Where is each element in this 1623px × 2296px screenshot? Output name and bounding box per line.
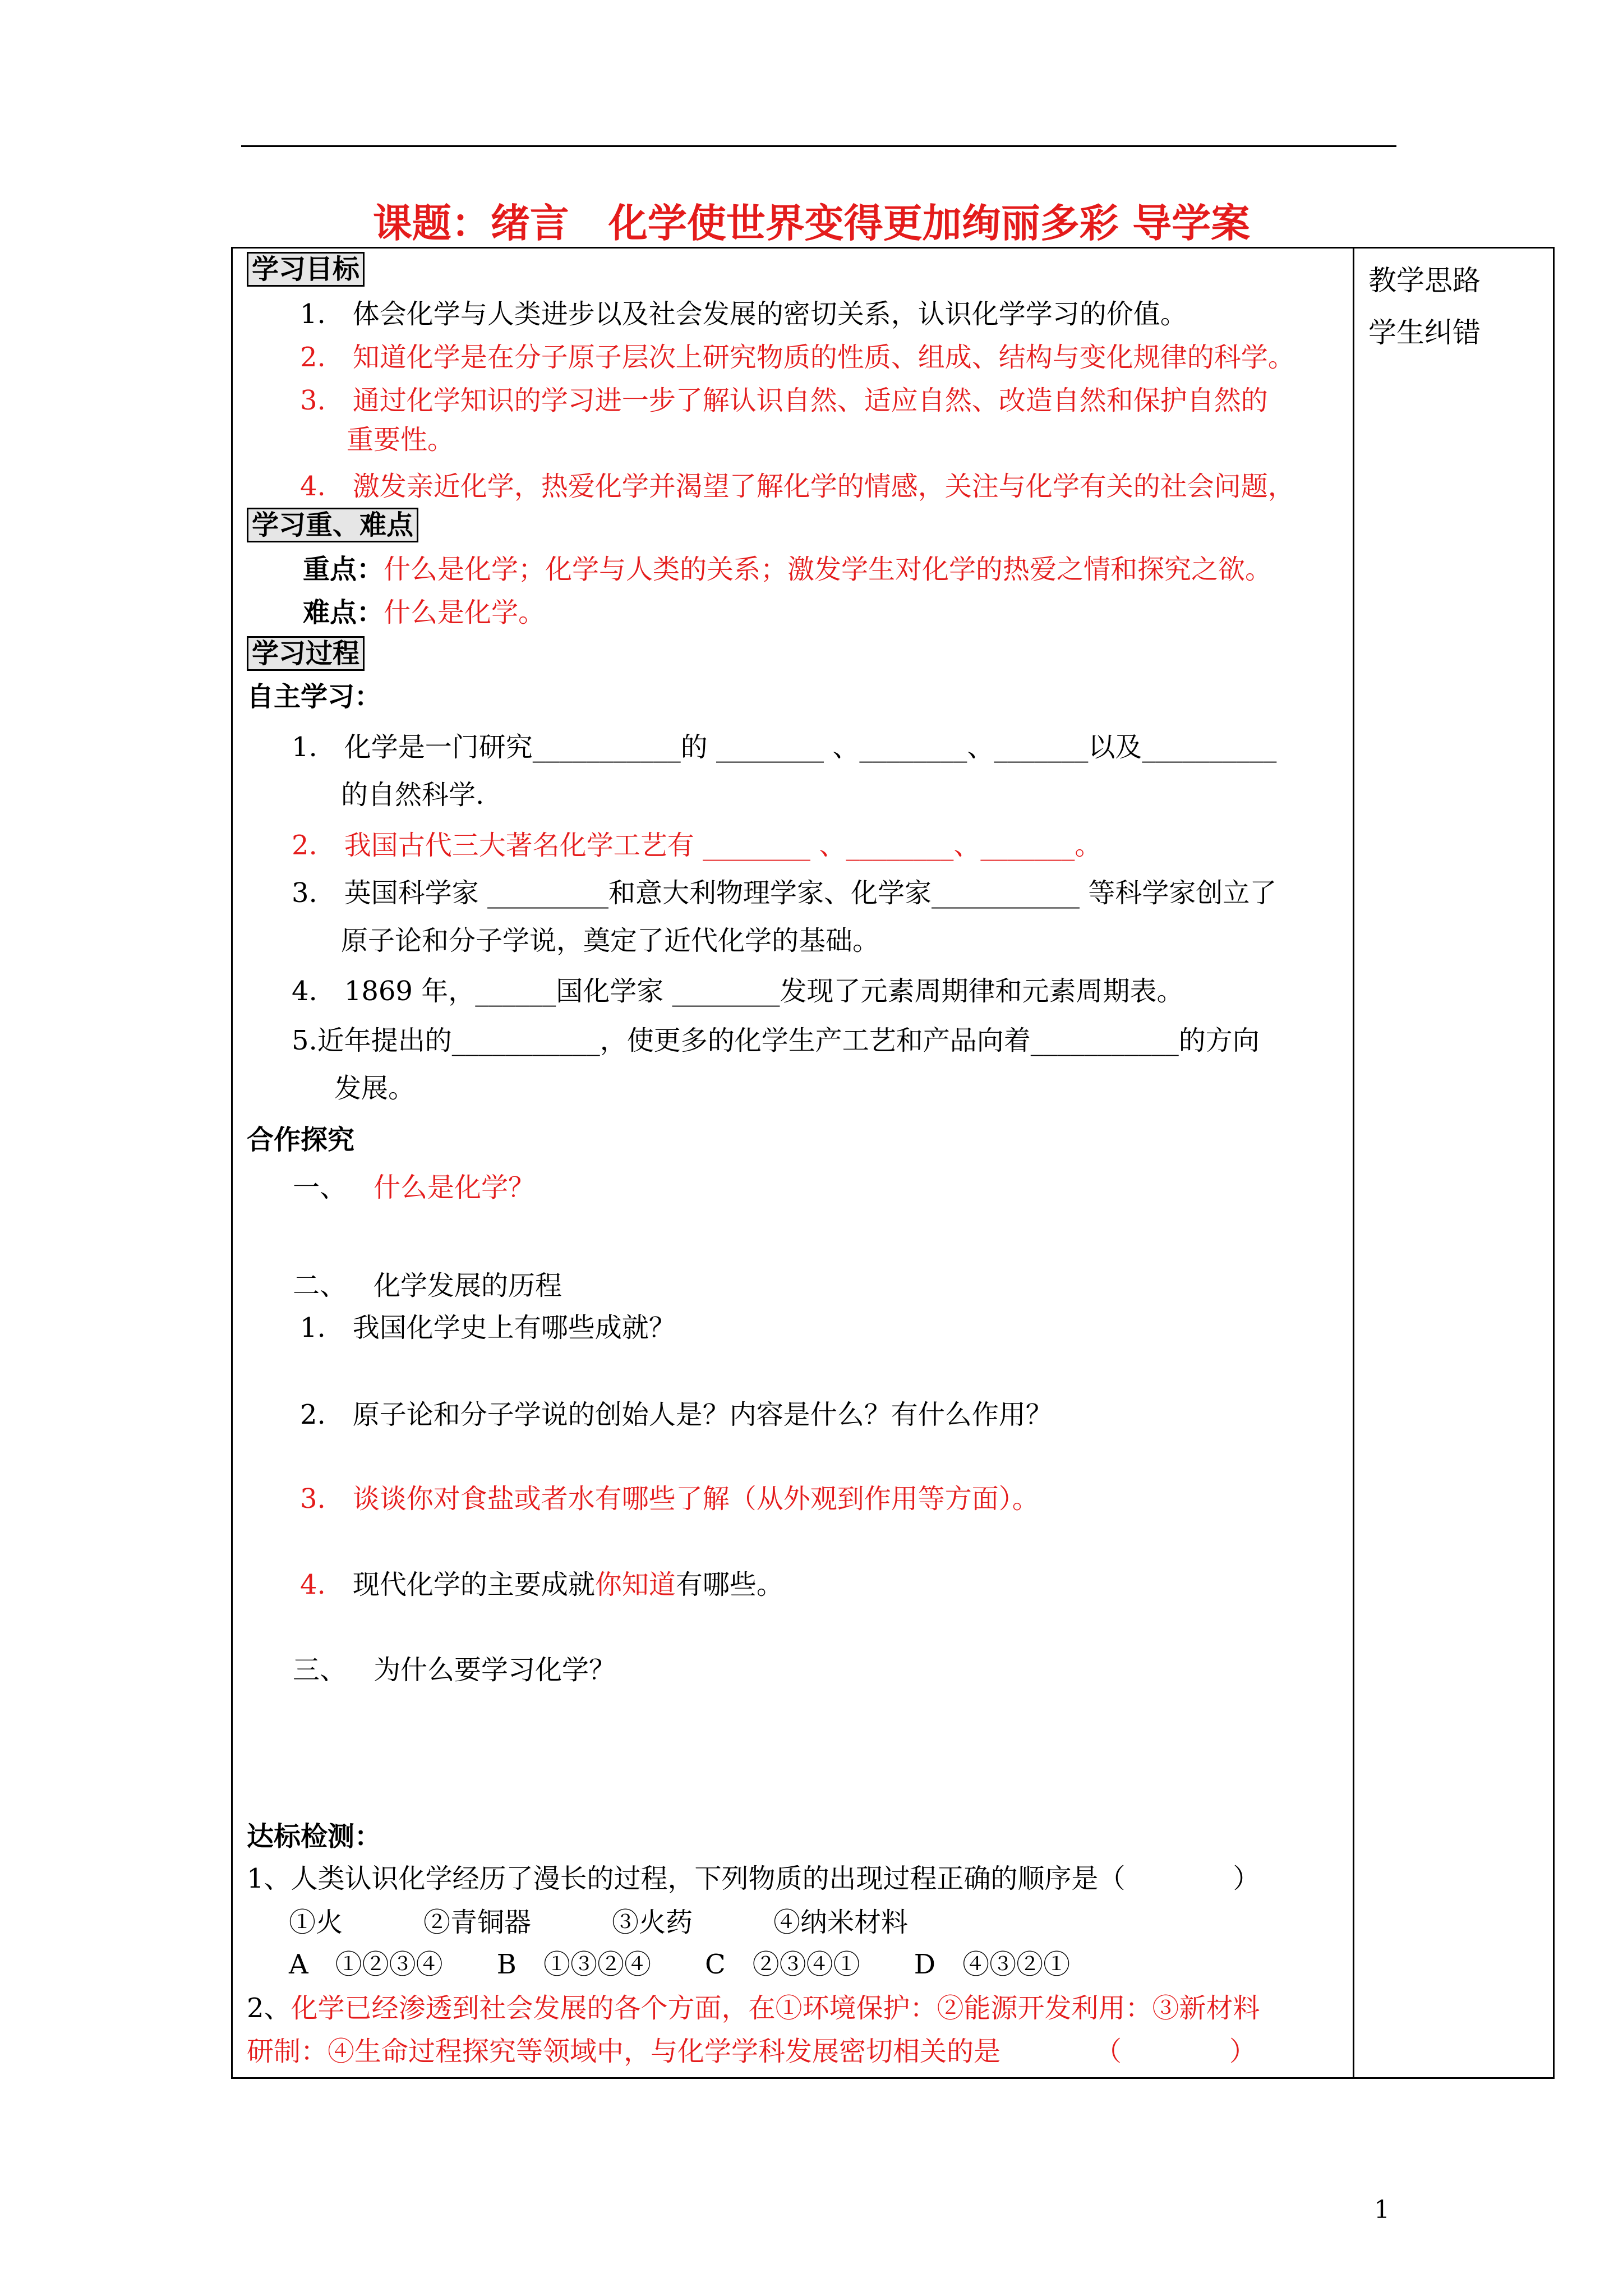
- explore-question-2: 2. 原子论和分子学说的创始人是？内容是什么？有什么作用？: [300, 1399, 1053, 1430]
- fill-question-5: 5.近年提出的___________，使更多的化学生产工艺和产品向着___________的方向: [292, 1025, 1260, 1056]
- goal-item-3: 3. 通过化学知识的学习进一步了解认识自然、适应自然、改造自然和保护自然的: [300, 385, 1268, 416]
- header-rule: [241, 145, 1396, 147]
- column-divider: [1353, 247, 1354, 2079]
- section-three: 三、 为什么要学习化学？: [293, 1654, 616, 1686]
- fill-question-5-cont: 发展。: [334, 1073, 416, 1104]
- fill-question-3: 3. 英国科学家 _________和意大利物理学家、化学家___________ 等科学家创立了: [292, 877, 1277, 909]
- section-process-heading: 学习过程: [247, 636, 365, 671]
- fill-question-3-cont: 原子论和分子学说，奠定了近代化学的基础。: [341, 925, 880, 956]
- test-question-1-items: ①火 ②青铜器 ③火药 ④纳米材料: [289, 1907, 909, 1938]
- page-number: 1: [1374, 2196, 1390, 2224]
- goal-item-3-cont: 重要性。: [347, 424, 455, 455]
- section-two: 二、 化学发展的历程: [293, 1270, 562, 1301]
- explore-question-1: 1. 我国化学史上有哪些成就？: [300, 1312, 676, 1343]
- fill-question-1: 1. 化学是一门研究___________的 ________ 、________、_______以及__________: [292, 731, 1277, 763]
- key-point: 重点：什么是化学；化学与人类的关系；激发学生对化学的热爱之情和探究之欲。: [303, 554, 1272, 585]
- test-heading: 达标检测：: [247, 1821, 382, 1852]
- self-study-heading: 自主学习：: [247, 681, 382, 712]
- fill-question-4: 4. 1869 年，______国化学家 ________发现了元素周期律和元素周期表。: [292, 976, 1184, 1007]
- cooperate-heading: 合作探究: [247, 1124, 355, 1156]
- explore-question-4: 4. 现代化学的主要成就你知道有哪些。: [300, 1569, 783, 1600]
- fill-question-2: 2. 我国古代三大著名化学工艺有 ________ 、________、_______。: [292, 830, 1102, 861]
- goal-item-1: 1. 体会化学与人类进步以及社会发展的密切关系，认识化学学习的价值。: [300, 298, 1187, 330]
- side-note-teaching: 教学思路: [1368, 264, 1481, 297]
- page-title: 课题：绪言 化学使世界变得更加绚丽多彩 导学案: [372, 200, 1251, 246]
- test-question-1: 1、人类认识化学经历了漫长的过程，下列物质的出现过程正确的顺序是（ ）: [247, 1863, 1260, 1894]
- section-keypoints-heading: 学习重、难点: [247, 507, 418, 543]
- section-goals-heading: 学习目标: [247, 251, 365, 287]
- goal-item-4: 4. 激发亲近化学，热爱化学并渴望了解化学的情感，关注与化学有关的社会问题，: [300, 471, 1295, 502]
- difficult-point: 难点：什么是化学。: [303, 597, 546, 628]
- side-note-correction: 学生纠错: [1368, 316, 1481, 349]
- explore-question-3: 3. 谈谈你对食盐或者水有哪些了解（从外观到作用等方面）。: [300, 1483, 1039, 1515]
- test-question-2: 2、化学已经渗透到社会发展的各个方面，在①环境保护：②能源开发利用：③新材料: [247, 1993, 1260, 2024]
- goal-item-2: 2. 知道化学是在分子原子层次上研究物质的性质、组成、结构与变化规律的科学。: [300, 342, 1295, 373]
- content-table: [231, 247, 1555, 2079]
- section-one: 一、 什么是化学？: [293, 1172, 536, 1203]
- test-question-2-cont: 研制：④生命过程探究等领域中，与化学学科发展密切相关的是 （ ）: [247, 2036, 1257, 2067]
- fill-question-1-cont: 的自然科学.: [341, 779, 485, 811]
- test-question-1-options: A ①②③④ B ①③②④ C ②③④① D ④③②①: [289, 1949, 1071, 1980]
